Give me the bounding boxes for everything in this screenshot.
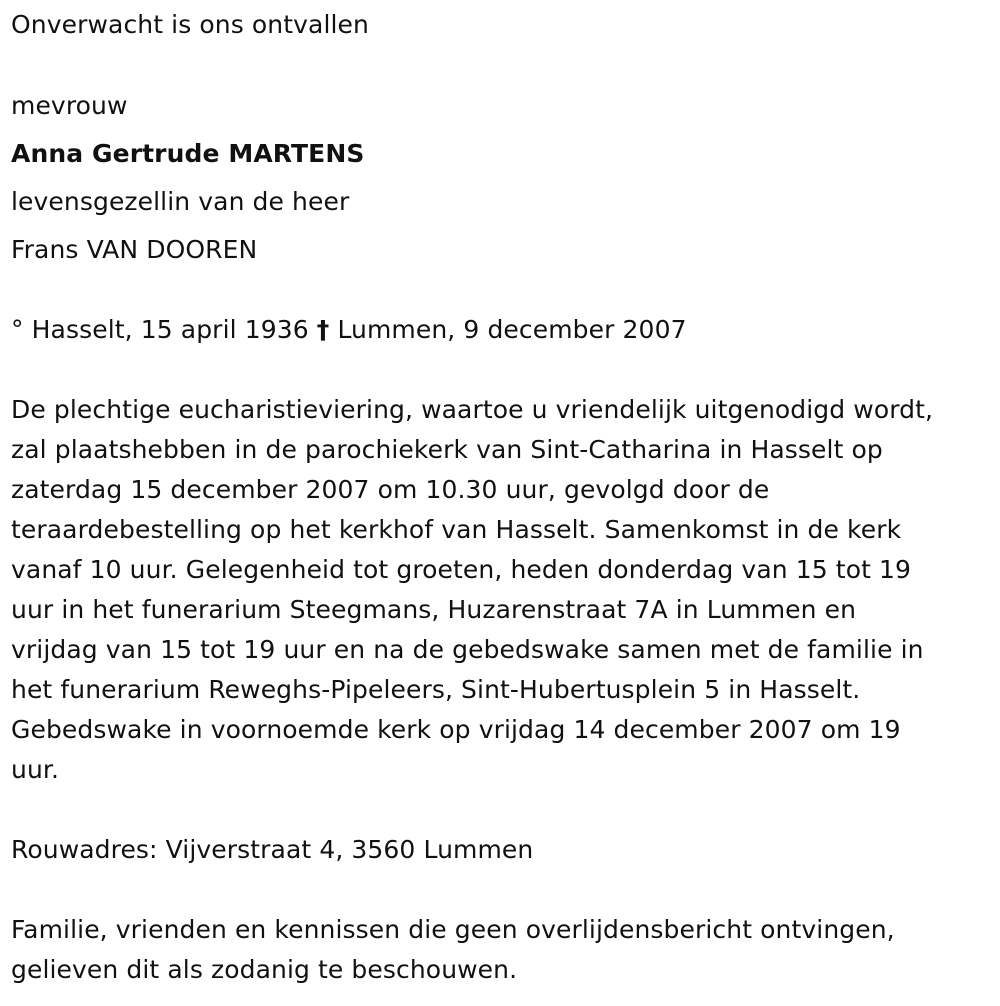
ceremony-line: uur in het funerarium Steegmans, Huzarenstraat 7A in Lummen en xyxy=(11,595,857,624)
closing-paragraph xyxy=(11,910,996,990)
closing-line: gelieven dit als zodanig te beschouwen. xyxy=(11,955,518,984)
ceremony-line: Gebedswake in voornoemde kerk op vrijdag 14 december 2007 om 19 xyxy=(11,715,901,744)
ceremony-line: De plechtige eucharistieviering, waartoe u vriendelijk uitgenodigd wordt, xyxy=(11,395,934,424)
closing-line: Familie, vrienden en kennissen die geen overlijdensbericht ontvingen, xyxy=(11,915,895,944)
title-text: mevrouw xyxy=(11,91,128,120)
death-info: Lummen, 9 december 2007 xyxy=(337,315,687,344)
birth-info: ° Hasselt, 15 april 1936 xyxy=(11,315,309,344)
ceremony-line: het funerarium Reweghs-Pipeleers, Sint-Hubertusplein 5 in Hasselt. xyxy=(11,675,861,704)
cross-icon: † xyxy=(316,315,330,344)
intro-text: Onverwacht is ons ontvallen xyxy=(11,10,369,39)
mourning-address: Rouwadres: Vijverstraat 4, 3560 Lummen xyxy=(11,835,534,864)
ceremony-line: teraardebestelling op het kerkhof van Hasselt. Samenkomst in de kerk xyxy=(11,515,902,544)
ceremony-line: zaterdag 15 december 2007 om 10.30 uur, gevolgd door de xyxy=(11,475,770,504)
ceremony-line: zal plaatshebben in de parochiekerk van Sint-Catharina in Hasselt op xyxy=(11,435,883,464)
ceremony-paragraph xyxy=(11,390,996,790)
ceremony-line: vanaf 10 uur. Gelegenheid tot groeten, heden donderdag van 15 tot 19 xyxy=(11,555,912,584)
deceased-name: Anna Gertrude MARTENS xyxy=(11,139,365,168)
ceremony-line: vrijdag van 15 tot 19 uur en na de gebedswake samen met de familie in xyxy=(11,635,924,664)
ceremony-line: uur. xyxy=(11,755,60,784)
relation-text: levensgezellin van de heer xyxy=(11,187,350,216)
birth-death-line xyxy=(11,315,687,345)
partner-name: Frans VAN DOOREN xyxy=(11,235,258,264)
